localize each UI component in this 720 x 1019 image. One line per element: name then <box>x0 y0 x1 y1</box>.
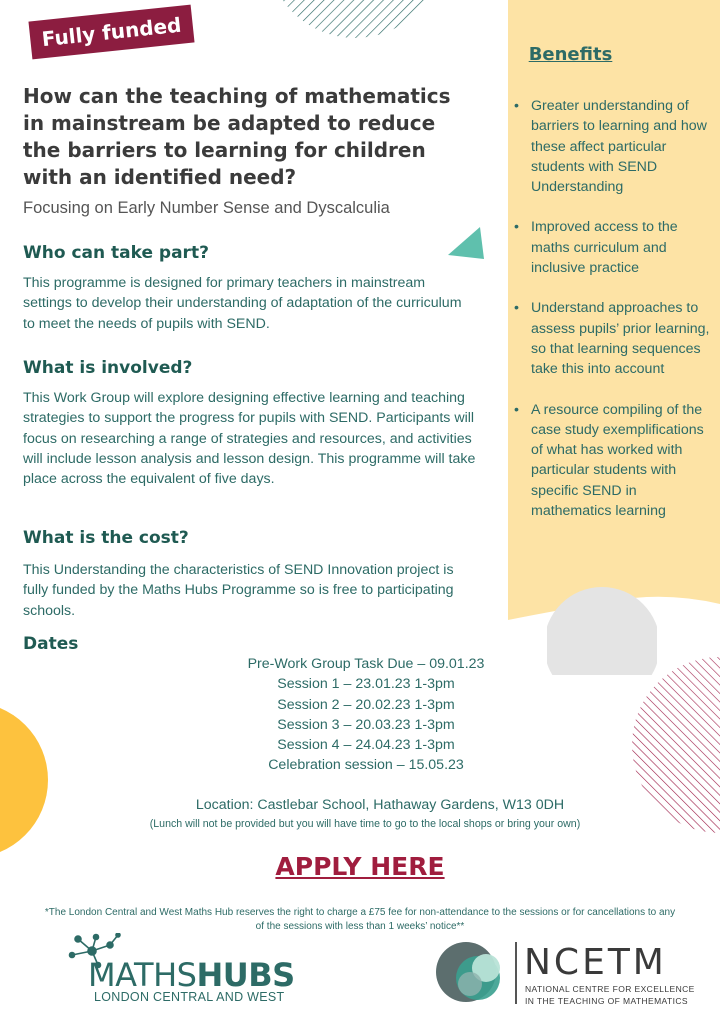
bullet-icon: • <box>514 401 519 418</box>
ncetm-circles-icon <box>436 938 514 1010</box>
disclaimer-text: *The London Central and West Maths Hub reserves the right to charge a £75 fee for non-attendance to the sessions or for cancellations to any of the sessions with less than 1 weeks’ notice** <box>44 907 676 932</box>
page-title: How can the teaching of mathematics in mainstream be adapted to reduce the barriers to learning for children with an identified need? <box>23 84 451 189</box>
date-item: Session 2 – 20.02.23 1-3pm <box>277 696 455 713</box>
fully-funded-label: Fully funded <box>40 12 183 52</box>
location-text: Location: Castlebar School, Hathaway Gardens, W13 0DH <box>195 797 565 813</box>
date-item: Session 4 – 24.04.23 1-3pm <box>277 737 455 754</box>
cost-text: This Understanding the characteristics of SEND Innovation project is fully funded by the Maths Hubs Programme so is free to participating schools. <box>23 562 454 619</box>
bullet-icon: • <box>514 300 519 317</box>
bullet-icon: • <box>514 219 519 236</box>
benefit-item: • A resource compiling of the case study exemplifications of what has worked with particular students with specific SEND in mathematics learning <box>514 401 704 520</box>
top-hatched-circle <box>255 0 455 40</box>
benefit-item: • Greater understanding of barriers to learning and how these affect particular students with SEND Understanding <box>514 98 707 196</box>
apply-here-link[interactable]: APPLY HERE <box>275 852 445 881</box>
dates-list <box>170 654 562 776</box>
ncetm-logo <box>436 938 698 1010</box>
dates-heading: Dates <box>23 634 79 654</box>
who-heading: Who can take part? <box>23 243 209 263</box>
ncetm-subtitle-1: NATIONAL CENTRE FOR EXCELLENCE <box>525 984 695 994</box>
who-text: This programme is designed for primary teachers in mainstream settings to develop their understanding of adaptation of the curriculum to meet the needs of pupils with SEND. <box>23 275 462 332</box>
benefit-item: • Improved access to the maths curriculum and inclusive practice <box>514 219 678 277</box>
lunch-note: (Lunch will not be provided but you will have time to go to the local shops or bring your own) <box>149 818 581 830</box>
benefits-list <box>512 96 712 541</box>
mathshubs-logo <box>68 933 298 1005</box>
ncetm-divider <box>515 942 517 1004</box>
bullet-icon: • <box>514 98 519 114</box>
benefits-heading: Benefits <box>528 44 613 65</box>
mathshubs-subtitle: LONDON CENTRAL AND WEST <box>94 990 285 1004</box>
benefit-item: • Understand approaches to assess pupils’ prior learning, so that learning sequences take this into account <box>514 300 710 378</box>
page-subtitle: Focusing on Early Number Sense and Dyscalculia <box>23 199 390 217</box>
involved-heading: What is involved? <box>23 358 193 378</box>
cost-heading: What is the cost? <box>23 528 189 548</box>
involved-text: This Work Group will explore designing effective learning and teaching strategies to support the progress for pupils with SEND. Participants will focus on researching a range of strategies and resources, and activities will include lesson analysis and lesson design. This programme will take place across the equivalent of five days. <box>23 390 476 488</box>
date-item: Session 3 – 20.03.23 1-3pm <box>277 716 455 733</box>
teal-triangle <box>446 225 486 261</box>
ncetm-subtitle-2: IN THE TEACHING OF MATHEMATICS <box>525 996 688 1006</box>
mathshubs-wordmark: MATHSHUBS <box>88 956 295 994</box>
date-item: Session 1 – 23.01.23 1-3pm <box>277 676 455 693</box>
fully-funded-badge <box>28 5 194 60</box>
date-item: Celebration session – 15.05.23 <box>268 757 464 774</box>
ncetm-wordmark: NCETM <box>524 942 667 983</box>
date-item: Pre-Work Group Task Due – 09.01.23 <box>247 656 485 672</box>
yellow-half-circle <box>0 702 50 858</box>
